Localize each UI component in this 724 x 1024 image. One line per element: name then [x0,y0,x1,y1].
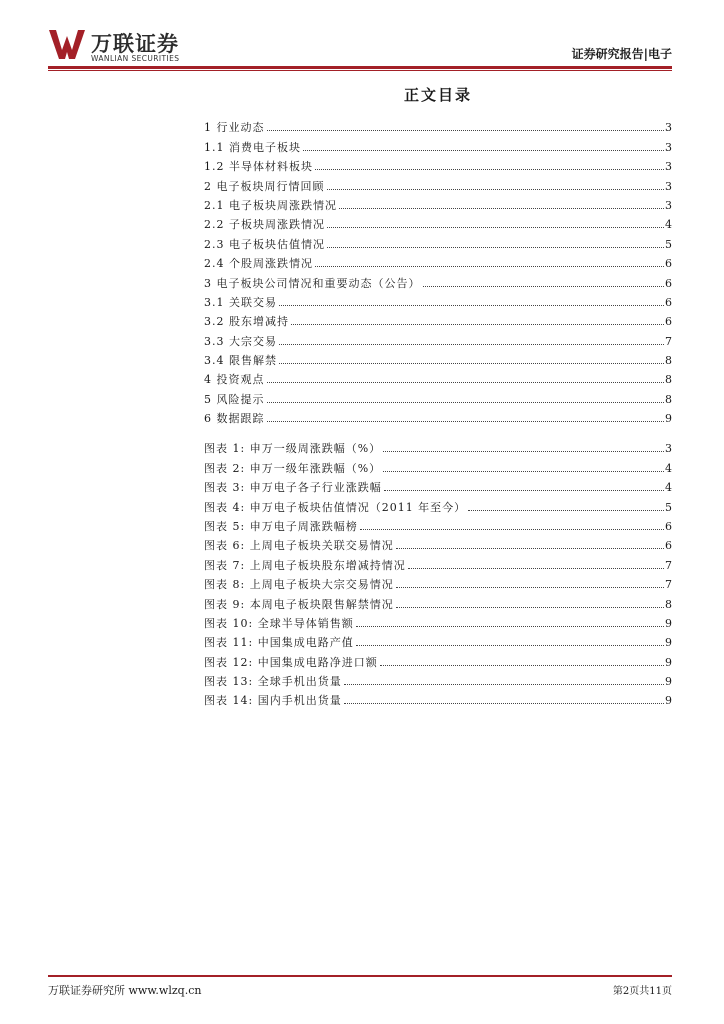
header-divider-thin [48,70,672,71]
toc-entry-label: 2.1 电子板块周涨跌情况 [204,198,337,212]
figure-entry[interactable] [204,552,672,571]
figure-entry[interactable] [204,649,672,668]
figure-entry[interactable] [204,436,672,455]
company-logo [48,26,198,64]
page-title: 正文目录 [403,86,472,104]
toc-entry-label: 1.1 消费电子板块 [204,140,301,154]
toc-entry-page: 9 [665,412,672,426]
section-toc [204,115,672,425]
toc-entry[interactable] [204,290,672,309]
figure-entry-page: 4 [665,481,672,495]
figure-entry-page: 9 [665,616,672,630]
figure-entry-page: 3 [665,442,672,456]
figure-entry[interactable] [204,591,672,610]
toc-entry-label: 3.4 限售解禁 [204,354,277,368]
logo-chinese-name: 万联证券 [91,32,179,56]
figure-entry-label: 图表 2: 申万一级年涨跌幅（%） [204,461,382,475]
dot-leader [339,208,664,209]
figure-entry[interactable] [204,630,672,649]
figure-entry[interactable] [204,669,672,688]
toc-entry[interactable] [204,386,672,405]
toc-entry-label: 2.2 子板块周涨跌情况 [204,218,325,232]
figure-toc [204,436,672,707]
toc-entry[interactable] [204,348,672,367]
figure-entry-label: 图表 14: 国内手机出货量 [204,694,342,708]
figure-entry-label: 图表 10: 全球半导体销售额 [204,616,354,630]
dot-leader [279,363,664,364]
figure-entry-page: 4 [665,461,672,475]
toc-entry-page: 6 [665,315,672,329]
toc-entry[interactable] [204,270,672,289]
figure-entry-page: 9 [665,636,672,650]
toc-entry[interactable] [204,406,672,425]
figure-entry[interactable] [204,494,672,513]
toc-entry-label: 2.3 电子板块估值情况 [204,237,325,251]
figure-entry[interactable] [204,514,672,533]
figure-entry-page: 6 [665,519,672,533]
figure-entry-label: 图表 4: 申万电子板块估值情况（2011 年至今） [204,500,467,514]
toc-entry-page: 8 [665,354,672,368]
figure-entry[interactable] [204,572,672,591]
toc-entry-page: 3 [665,121,672,135]
dot-leader [279,305,664,306]
toc-entry-label: 3.1 关联交易 [204,295,277,309]
dot-leader [396,607,664,608]
toc-entry-page: 5 [665,237,672,251]
dot-leader [327,189,665,190]
figure-entry-page: 7 [665,558,672,572]
figure-entry-label: 图表 7: 上周电子板块股东增减持情况 [204,558,406,572]
figure-entry-label: 图表 13: 全球手机出货量 [204,675,342,689]
dot-leader [315,266,664,267]
dot-leader [267,382,665,383]
toc-entry-page: 8 [665,392,672,406]
toc-entry-page: 3 [665,179,672,193]
header-divider [48,66,672,69]
dot-leader [396,548,664,549]
dot-leader [356,645,664,646]
toc-entry[interactable] [204,328,672,347]
figure-entry-page: 9 [665,694,672,708]
dot-leader [468,510,664,511]
toc-entry[interactable] [204,309,672,328]
dot-leader [396,587,664,588]
dot-leader [380,665,664,666]
dot-leader [303,150,664,151]
toc-entry-page: 8 [665,373,672,387]
toc-entry[interactable] [204,134,672,153]
figure-entry-label: 图表 6: 上周电子板块关联交易情况 [204,539,394,553]
dot-leader [315,169,664,170]
dot-leader [327,247,664,248]
figure-entry[interactable] [204,475,672,494]
figure-entry-label: 图表 5: 申万电子周涨跌幅榜 [204,519,358,533]
toc-entry[interactable] [204,154,672,173]
toc-entry-page: 7 [665,334,672,348]
figure-entry-label: 图表 8: 上周电子板块大宗交易情况 [204,578,394,592]
toc-entry-label: 3 电子板块公司情况和重要动态（公告） [204,276,421,290]
dot-leader [291,324,664,325]
figure-entry-page: 7 [665,578,672,592]
figure-entry-page: 9 [665,675,672,689]
figure-entry-label: 图表 9: 本周电子板块限售解禁情况 [204,597,394,611]
figure-entry-label: 图表 11: 中国集成电路产值 [204,636,354,650]
toc-entry[interactable] [204,367,672,386]
toc-entry-page: 3 [665,140,672,154]
footer-divider [48,975,672,977]
toc-entry[interactable] [204,193,672,212]
toc-entry-label: 3.2 股东增减持 [204,315,289,329]
toc-entry-page: 4 [665,218,672,232]
dot-leader [356,626,664,627]
dot-leader [423,286,665,287]
dot-leader [408,568,664,569]
figure-entry-page: 6 [665,539,672,553]
toc-entry-page: 6 [665,295,672,309]
footer-institute: 万联证券研究所 www.wlzq.cn [48,984,202,997]
dot-leader [344,684,664,685]
toc-entry-label: 1.2 半导体材料板块 [204,160,313,174]
dot-leader [267,402,665,403]
toc-entry[interactable] [204,231,672,250]
figure-entry-label: 图表 1: 申万一级周涨跌幅（%） [204,442,382,456]
toc-entry-label: 6 数据跟踪 [204,412,265,426]
figure-entry-label: 图表 3: 申万电子各子行业涨跌幅 [204,481,382,495]
figure-entry-label: 图表 12: 中国集成电路净进口额 [204,655,378,669]
page-header [48,26,672,66]
dot-leader [360,529,664,530]
figure-entry[interactable] [204,611,672,630]
dot-leader [344,703,664,704]
toc-entry-page: 3 [665,160,672,174]
figure-entry-page: 5 [665,500,672,514]
footer-page-number: 第2页共11页 [612,986,672,997]
figure-entry-page: 8 [665,597,672,611]
toc-entry-label: 2 电子板块周行情回顾 [204,179,325,193]
toc-entry-page: 6 [665,276,672,290]
dot-leader [383,471,664,472]
dot-leader [267,130,665,131]
figure-entry[interactable] [204,688,672,707]
dot-leader [279,344,664,345]
logo-english-name: WANLIAN SECURITIES [91,54,180,63]
toc-entry[interactable] [204,251,672,270]
toc-entry-label: 5 风险提示 [204,392,265,406]
dot-leader [383,451,664,452]
toc-entry-label: 3.3 大宗交易 [204,334,277,348]
toc-entry-page: 3 [665,198,672,212]
wanlian-logo-icon [48,28,86,60]
dot-leader [267,421,665,422]
figure-entry[interactable] [204,455,672,474]
toc-entry[interactable] [204,212,672,231]
toc-entry-page: 6 [665,257,672,271]
report-category-tag: 证券研究报告|电子 [571,47,672,61]
dot-leader [327,227,664,228]
toc-entry[interactable] [204,115,672,134]
toc-entry-label: 1 行业动态 [204,121,265,135]
toc-entry[interactable] [204,173,672,192]
figure-entry-page: 9 [665,655,672,669]
toc-entry-label: 2.4 个股周涨跌情况 [204,257,313,271]
toc-entry-label: 4 投资观点 [204,373,265,387]
figure-entry[interactable] [204,533,672,552]
dot-leader [384,490,664,491]
